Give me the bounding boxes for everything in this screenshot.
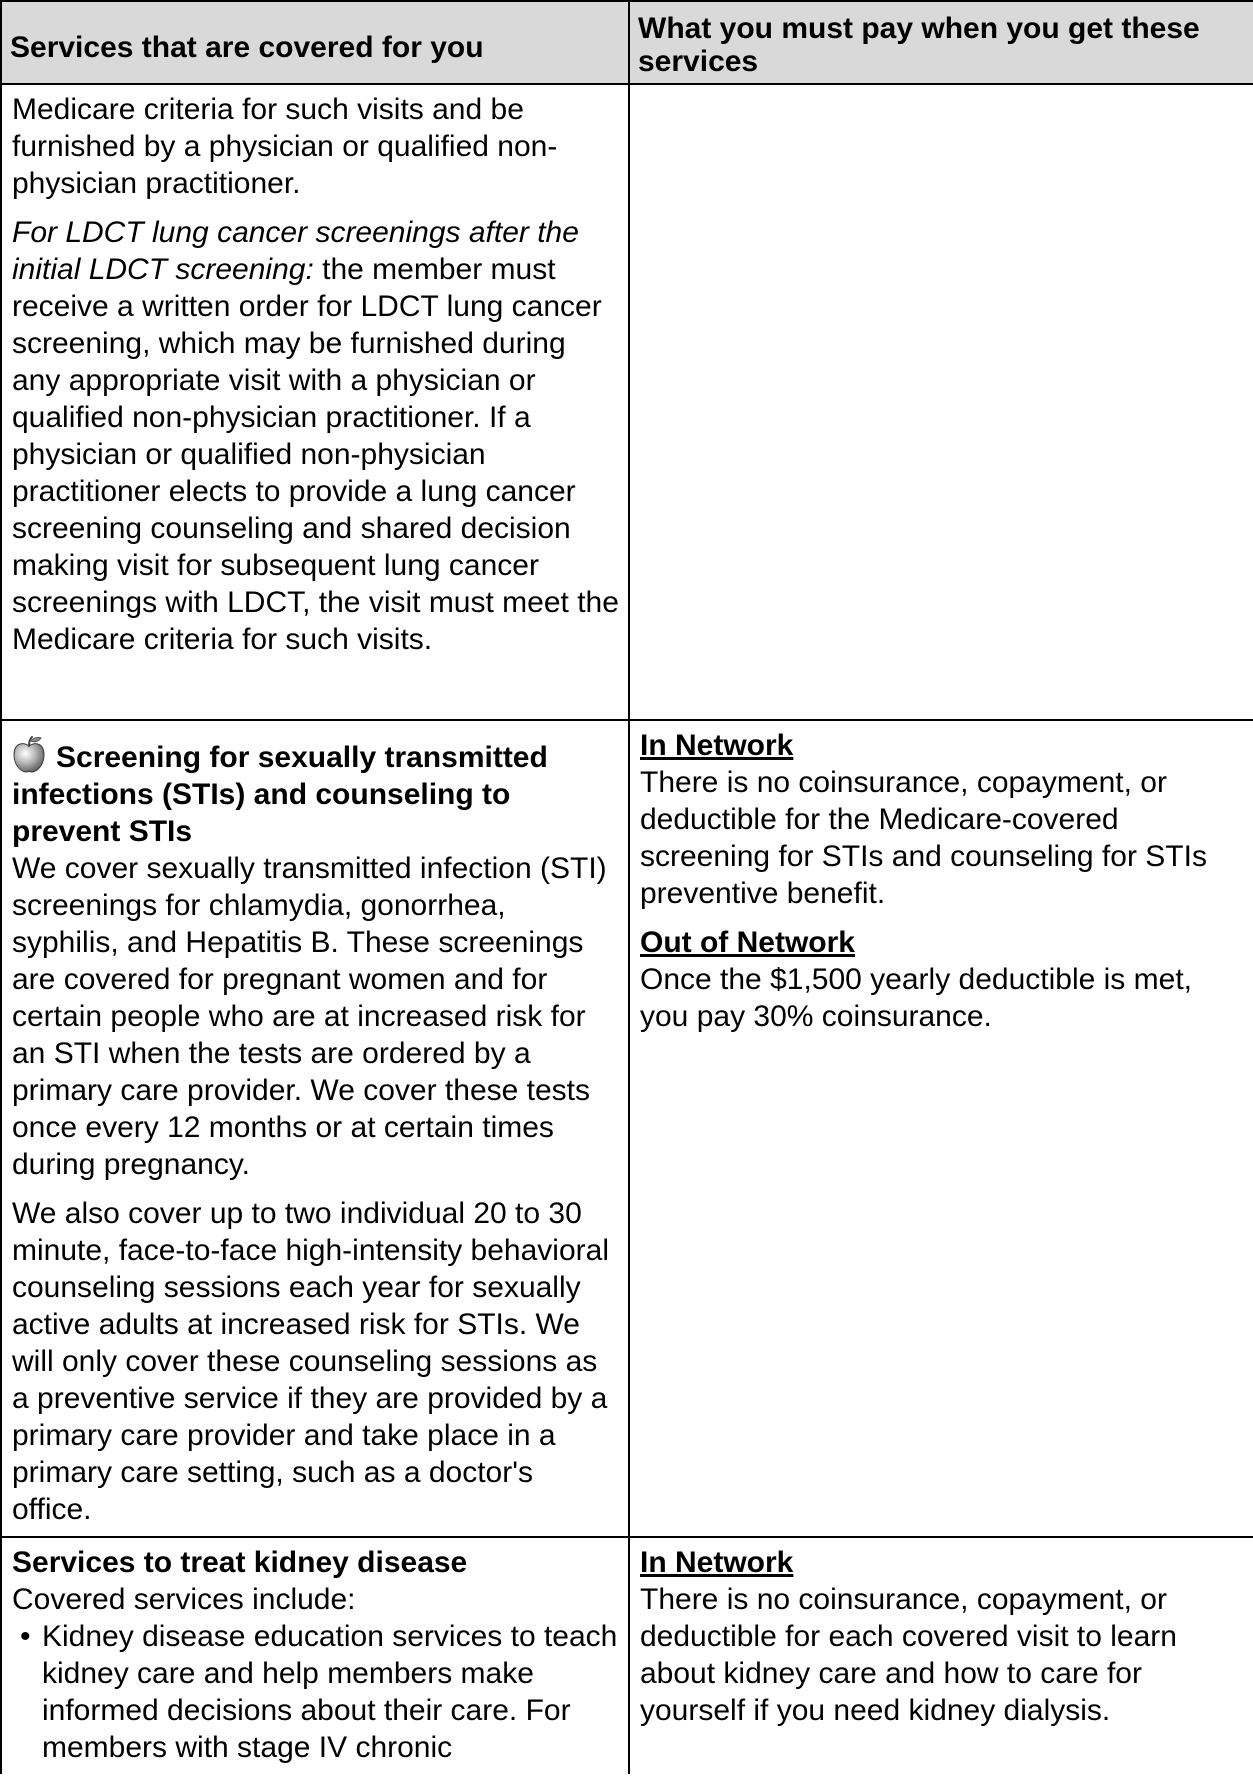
sti-payment-cell xyxy=(629,720,1253,1537)
apple-icon xyxy=(12,735,46,773)
table-row xyxy=(1,1537,1253,1774)
table-row xyxy=(1,84,1253,720)
list-item: • Kidney disease education services to teach kidney care and help members make informed decisions about their care. For members with stage IV chronic xyxy=(12,1618,620,1766)
lung-subsequent-intro: For LDCT lung cancer screenings after the initial LDCT screening: xyxy=(12,216,579,286)
table-header-row xyxy=(1,1,1253,84)
kidney-intro: Covered services include: xyxy=(12,1583,356,1616)
kidney-in-network-heading: In Network xyxy=(640,1546,794,1579)
lung-subsequent-text xyxy=(12,214,620,658)
sti-out-network-heading: Out of Network xyxy=(640,926,855,959)
sti-in-network-text: There is no coinsurance, copayment, or deductible for the Medicare-covered screening for STIs and counseling for STIs preventive benefit. xyxy=(640,766,1207,910)
kidney-services-list xyxy=(12,1618,620,1766)
lung-screening-cell xyxy=(1,84,629,720)
sti-counseling-text: We also cover up to two individual 20 to 30 minute, face-to-face high-intensity behavioral counseling sessions each year for sexually active adults at increased risk for STIs. We will only cover these counseling sessions as a preventive service if they are provided by a primary care provider and take place in a primary care setting, such as a doctor's office. xyxy=(12,1197,609,1526)
lung-criteria-text: Medicare criteria for such visits and be furnished by a physician or qualified non-physician practitioner. xyxy=(12,93,558,200)
sti-in-network-heading: In Network xyxy=(640,729,794,762)
sti-title xyxy=(12,735,620,850)
header-services: Services that are covered for you xyxy=(1,1,629,84)
lung-payment-cell xyxy=(629,84,1253,720)
table-row xyxy=(1,720,1253,1537)
kidney-services-cell xyxy=(1,1537,629,1774)
sti-out-network-text: Once the $1,500 yearly deductible is met, you pay 30% coinsurance. xyxy=(640,963,1192,1033)
header-payment: What you must pay when you get these services xyxy=(629,1,1253,84)
sti-coverage-text: We cover sexually transmitted infection (STI) screenings for chlamydia, gonorrhea, syphilis, and Hepatitis B. These screenings are covered for pregnant women and for certain people who are at increased risk for an STI when the tests are ordered by a primary care provider. We cover these tests once every 12 months or at certain times during pregnancy. xyxy=(12,852,607,1181)
kidney-in-network-text: There is no coinsurance, copayment, or deductible for each covered visit to learn about kidney care and how to care for yourself if you need kidney dialysis. xyxy=(640,1583,1177,1727)
sti-title-text: Screening for sexually transmitted infections (STIs) and counseling to prevent STIs xyxy=(12,741,548,848)
kidney-title: Services to treat kidney disease xyxy=(12,1546,468,1579)
kidney-payment-cell xyxy=(629,1537,1253,1774)
sti-screening-cell xyxy=(1,720,629,1537)
lung-subsequent-body: the member must receive a written order for LDCT lung cancer screening, which may be furnished during any appropriate visit with a physician or qualified non-physician practitioner. If a physician or qualified non-physician practitioner elects to provide a lung cancer screening counseling and shared decision making visit for subsequent lung cancer screenings with LDCT, the visit must meet the Medicare criteria for such visits. xyxy=(12,253,619,656)
